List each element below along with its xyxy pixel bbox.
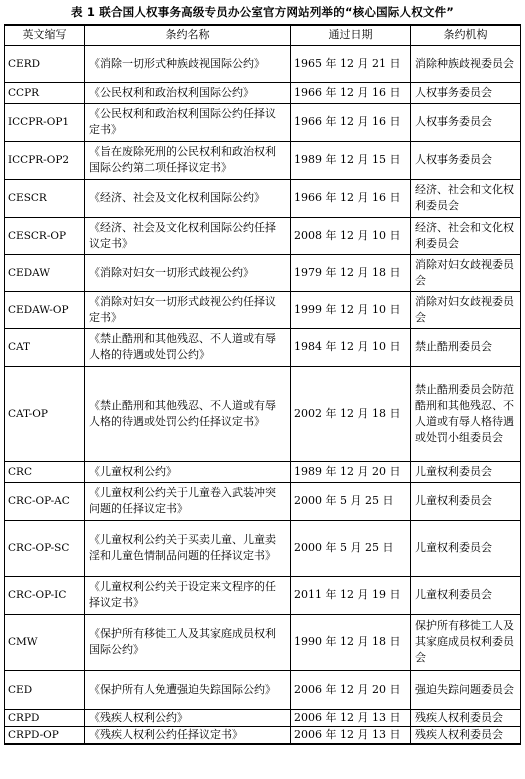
row-treaty-body: 儿童权利委员会 — [411, 520, 521, 576]
row-adoption-date: 1989 年 12 月 15 日 — [291, 141, 411, 179]
table-row — [5, 217, 521, 254]
row-treaty-name: 《公民权利和政治权利国际公约》 — [85, 82, 291, 103]
row-adoption-date: 1984 年 12 月 10 日 — [291, 328, 411, 366]
row-abbreviation: CEDAW-OP — [5, 291, 85, 328]
row-adoption-date: 1979 年 12 月 18 日 — [291, 254, 411, 291]
table-row — [5, 254, 521, 291]
row-treaty-body: 人权事务委员会 — [411, 141, 521, 179]
row-treaty-name: 《儿童权利公约》 — [85, 461, 291, 482]
row-treaty-body: 人权事务委员会 — [411, 82, 521, 103]
row-abbreviation: CESCR-OP — [5, 217, 85, 254]
table-row — [5, 366, 521, 461]
table-row — [5, 103, 521, 141]
table-row — [5, 141, 521, 179]
row-treaty-body: 消除种族歧视委员会 — [411, 45, 521, 82]
row-adoption-date: 1966 年 12 月 16 日 — [291, 82, 411, 103]
row-treaty-body: 残疾人权利委员会 — [411, 709, 521, 726]
table-row — [5, 328, 521, 366]
row-abbreviation: CRPD-OP — [5, 726, 85, 744]
row-adoption-date: 1966 年 12 月 16 日 — [291, 179, 411, 217]
table-row — [5, 670, 521, 709]
row-adoption-date: 1966 年 12 月 16 日 — [291, 103, 411, 141]
row-treaty-body: 消除对妇女歧视委员会 — [411, 254, 521, 291]
table-header-row — [5, 25, 521, 45]
header-abbreviation: 英文缩写 — [5, 25, 85, 45]
row-treaty-name: 《禁止酷刑和其他残忍、不人道或有辱人格的待遇或处罚公约任择议定书》 — [85, 366, 291, 461]
row-treaty-body: 强迫失踪问题委员会 — [411, 670, 521, 709]
row-abbreviation: CCPR — [5, 82, 85, 103]
row-treaty-body: 禁止酷刑委员会 — [411, 328, 521, 366]
row-abbreviation: ICCPR-OP1 — [5, 103, 85, 141]
row-adoption-date: 2000 年 5 月 25 日 — [291, 482, 411, 520]
row-abbreviation: CRC-OP-IC — [5, 576, 85, 614]
row-treaty-name: 《旨在废除死刑的公民权利和政治权利国际公约第二项任择议定书》 — [85, 141, 291, 179]
header-adoption-date: 通过日期 — [291, 25, 411, 45]
row-adoption-date: 1965 年 12 月 21 日 — [291, 45, 411, 82]
row-adoption-date: 1989 年 12 月 20 日 — [291, 461, 411, 482]
table-row — [5, 461, 521, 482]
row-treaty-name: 《禁止酷刑和其他残忍、不人道或有辱人格的待遇或处罚公约》 — [85, 328, 291, 366]
row-abbreviation: CERD — [5, 45, 85, 82]
row-abbreviation: CEDAW — [5, 254, 85, 291]
row-treaty-name: 《儿童权利公约关于儿童卷入武装冲突问题的任择议定书》 — [85, 482, 291, 520]
row-abbreviation: CRC-OP-SC — [5, 520, 85, 576]
row-adoption-date: 1990 年 12 月 18 日 — [291, 614, 411, 670]
row-treaty-body: 经济、社会和文化权利委员会 — [411, 179, 521, 217]
row-treaty-name: 《残疾人权利公约任择议定书》 — [85, 726, 291, 744]
table-caption: 表 1 联合国人权事务高级专员办公室官方网站列举的“核心国际人权文件” — [70, 5, 455, 19]
header-treaty-body: 条约机构 — [411, 25, 521, 45]
row-treaty-name: 《保护所有移徙工人及其家庭成员权利国际公约》 — [85, 614, 291, 670]
table-row — [5, 482, 521, 520]
row-treaty-name: 《公民权利和政治权利国际公约任择议定书》 — [85, 103, 291, 141]
row-adoption-date: 2006 年 12 月 13 日 — [291, 726, 411, 744]
row-abbreviation: CESCR — [5, 179, 85, 217]
row-treaty-name: 《残疾人权利公约》 — [85, 709, 291, 726]
row-abbreviation: CAT — [5, 328, 85, 366]
treaty-table — [4, 24, 521, 745]
row-adoption-date: 2002 年 12 月 18 日 — [291, 366, 411, 461]
row-treaty-body: 儿童权利委员会 — [411, 576, 521, 614]
row-treaty-name: 《保护所有人免遭强迫失踪国际公约》 — [85, 670, 291, 709]
row-treaty-name: 《儿童权利公约关于买卖儿童、儿童卖淫和儿童色情制品问题的任择议定书》 — [85, 520, 291, 576]
row-adoption-date: 2006 年 12 月 13 日 — [291, 709, 411, 726]
row-treaty-name: 《消除对妇女一切形式歧视公约》 — [85, 254, 291, 291]
row-adoption-date: 1999 年 12 月 10 日 — [291, 291, 411, 328]
row-abbreviation: CAT-OP — [5, 366, 85, 461]
row-abbreviation: CRC-OP-AC — [5, 482, 85, 520]
row-adoption-date: 2011 年 12 月 19 日 — [291, 576, 411, 614]
row-treaty-name: 《经济、社会及文化权利国际公约》 — [85, 179, 291, 217]
row-abbreviation: ICCPR-OP2 — [5, 141, 85, 179]
row-treaty-body: 人权事务委员会 — [411, 103, 521, 141]
row-treaty-name: 《消除一切形式种族歧视国际公约》 — [85, 45, 291, 82]
header-treaty-name: 条约名称 — [85, 25, 291, 45]
row-abbreviation: CED — [5, 670, 85, 709]
row-adoption-date: 2000 年 5 月 25 日 — [291, 520, 411, 576]
row-treaty-name: 《儿童权利公约关于设定来文程序的任择议定书》 — [85, 576, 291, 614]
table-row — [5, 726, 521, 744]
row-treaty-name: 《消除对妇女一切形式歧视公约任择议定书》 — [85, 291, 291, 328]
row-treaty-body: 儿童权利委员会 — [411, 482, 521, 520]
table-row — [5, 82, 521, 103]
table-row — [5, 291, 521, 328]
row-treaty-body: 儿童权利委员会 — [411, 461, 521, 482]
row-treaty-body: 消除对妇女歧视委员会 — [411, 291, 521, 328]
table-row — [5, 45, 521, 82]
table-row — [5, 709, 521, 726]
table-row — [5, 520, 521, 576]
table-row — [5, 179, 521, 217]
table-row — [5, 576, 521, 614]
row-abbreviation: CMW — [5, 614, 85, 670]
row-treaty-body: 禁止酷刑委员会防范酷刑和其他残忍、不人道或有辱人格待遇或处罚小组委员会 — [411, 366, 521, 461]
row-adoption-date: 2008 年 12 月 10 日 — [291, 217, 411, 254]
row-abbreviation: CRC — [5, 461, 85, 482]
row-treaty-body: 经济、社会和文化权利委员会 — [411, 217, 521, 254]
row-abbreviation: CRPD — [5, 709, 85, 726]
row-treaty-name: 《经济、社会及文化权利国际公约任择议定书》 — [85, 217, 291, 254]
table-row — [5, 614, 521, 670]
row-treaty-body: 残疾人权利委员会 — [411, 726, 521, 744]
row-adoption-date: 2006 年 12 月 20 日 — [291, 670, 411, 709]
row-treaty-body: 保护所有移徙工人及其家庭成员权利委员会 — [411, 614, 521, 670]
